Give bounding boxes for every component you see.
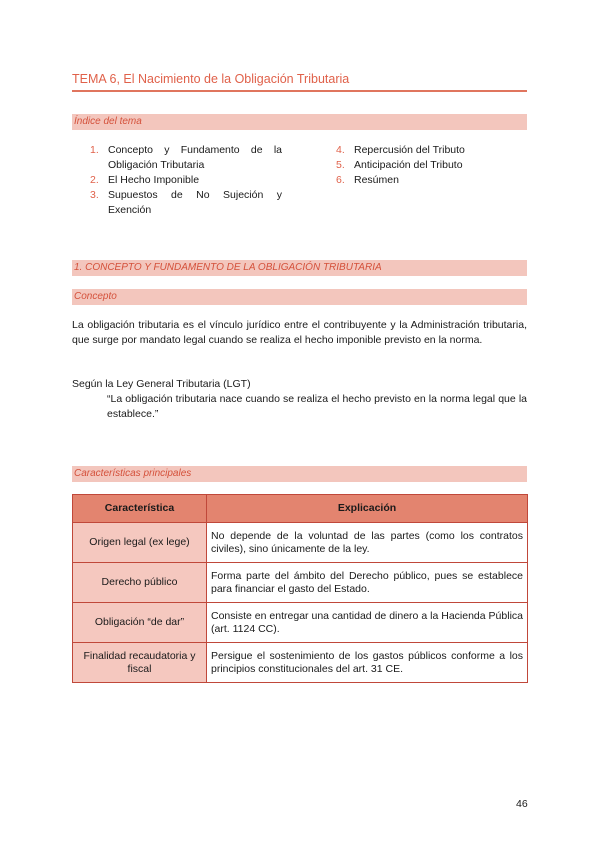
index-list-right	[336, 143, 526, 188]
table-row	[73, 523, 528, 563]
index-item[interactable]	[90, 173, 282, 188]
feature-explanation: No depende de la voluntad de las partes (como los contratos civiles), sino únicamente de la ley.	[207, 523, 528, 563]
page-title: TEMA 6, El Nacimiento de la Obligación Tributaria	[72, 72, 350, 86]
index-item[interactable]	[90, 188, 282, 218]
features-heading: Características principales	[72, 466, 527, 482]
index-item-label: Concepto y Fundamento de la Obligación Tributaria	[108, 144, 282, 171]
table-header-row	[73, 495, 528, 523]
index-item[interactable]	[336, 158, 526, 173]
concept-paragraph: La obligación tributaria es el vínculo jurídico entre el contribuyente y la Administración tributaria, que surge por mandato legal cuando se realiza el hecho imponible previsto en la norma.	[72, 319, 527, 346]
feature-name: Derecho público	[73, 563, 207, 603]
feature-name: Obligación “de dar”	[73, 603, 207, 643]
table-row	[73, 563, 528, 603]
index-item-number: 1.	[90, 144, 99, 156]
feature-explanation: Forma parte del ámbito del Derecho público, pues se establece para financiar el gasto del Estado.	[207, 563, 528, 603]
subsection-heading-concepto: Concepto	[72, 289, 527, 305]
table-row	[73, 643, 528, 683]
index-list-left	[90, 143, 282, 218]
index-item-label: Supuestos de No Sujeción y Exención	[108, 189, 282, 216]
index-item[interactable]	[336, 173, 526, 188]
feature-name: Finalidad recaudatoria y fiscal	[73, 643, 207, 683]
feature-name: Origen legal (ex lege)	[73, 523, 207, 563]
lgt-intro: Según la Ley General Tributaria (LGT)	[72, 378, 251, 390]
column-header: Explicación	[207, 495, 528, 523]
section-heading: 1. CONCEPTO Y FUNDAMENTO DE LA OBLIGACIÓN TRIBUTARIA	[72, 260, 527, 276]
lgt-quote: “La obligación tributaria nace cuando se realiza el hecho previsto en la norma legal que la establece.”	[107, 393, 527, 420]
column-header: Característica	[73, 495, 207, 523]
index-item-number: 4.	[336, 144, 345, 156]
index-item[interactable]	[336, 143, 526, 158]
index-heading: Índice del tema	[72, 114, 527, 130]
index-item-label: El Hecho Imponible	[108, 174, 200, 186]
feature-explanation: Consiste en entregar una cantidad de dinero a la Hacienda Pública (art. 1124 CC).	[207, 603, 528, 643]
document-page	[72, 0, 527, 848]
index-item-number: 2.	[90, 174, 99, 186]
index-item-number: 6.	[336, 174, 345, 186]
feature-explanation: Persigue el sostenimiento de los gastos públicos conforme a los principios constitucionales del art. 31 CE.	[207, 643, 528, 683]
index-item-number: 5.	[336, 159, 345, 171]
features-table	[72, 494, 528, 683]
index-item-label: Anticipación del Tributo	[354, 159, 463, 171]
index-item-label: Resúmen	[354, 174, 399, 186]
index-item-label: Repercusión del Tributo	[354, 144, 465, 156]
table-row	[73, 603, 528, 643]
page-number: 46	[516, 798, 528, 810]
index-item[interactable]	[90, 143, 282, 173]
title-underline	[72, 90, 527, 92]
index-item-number: 3.	[90, 189, 99, 201]
